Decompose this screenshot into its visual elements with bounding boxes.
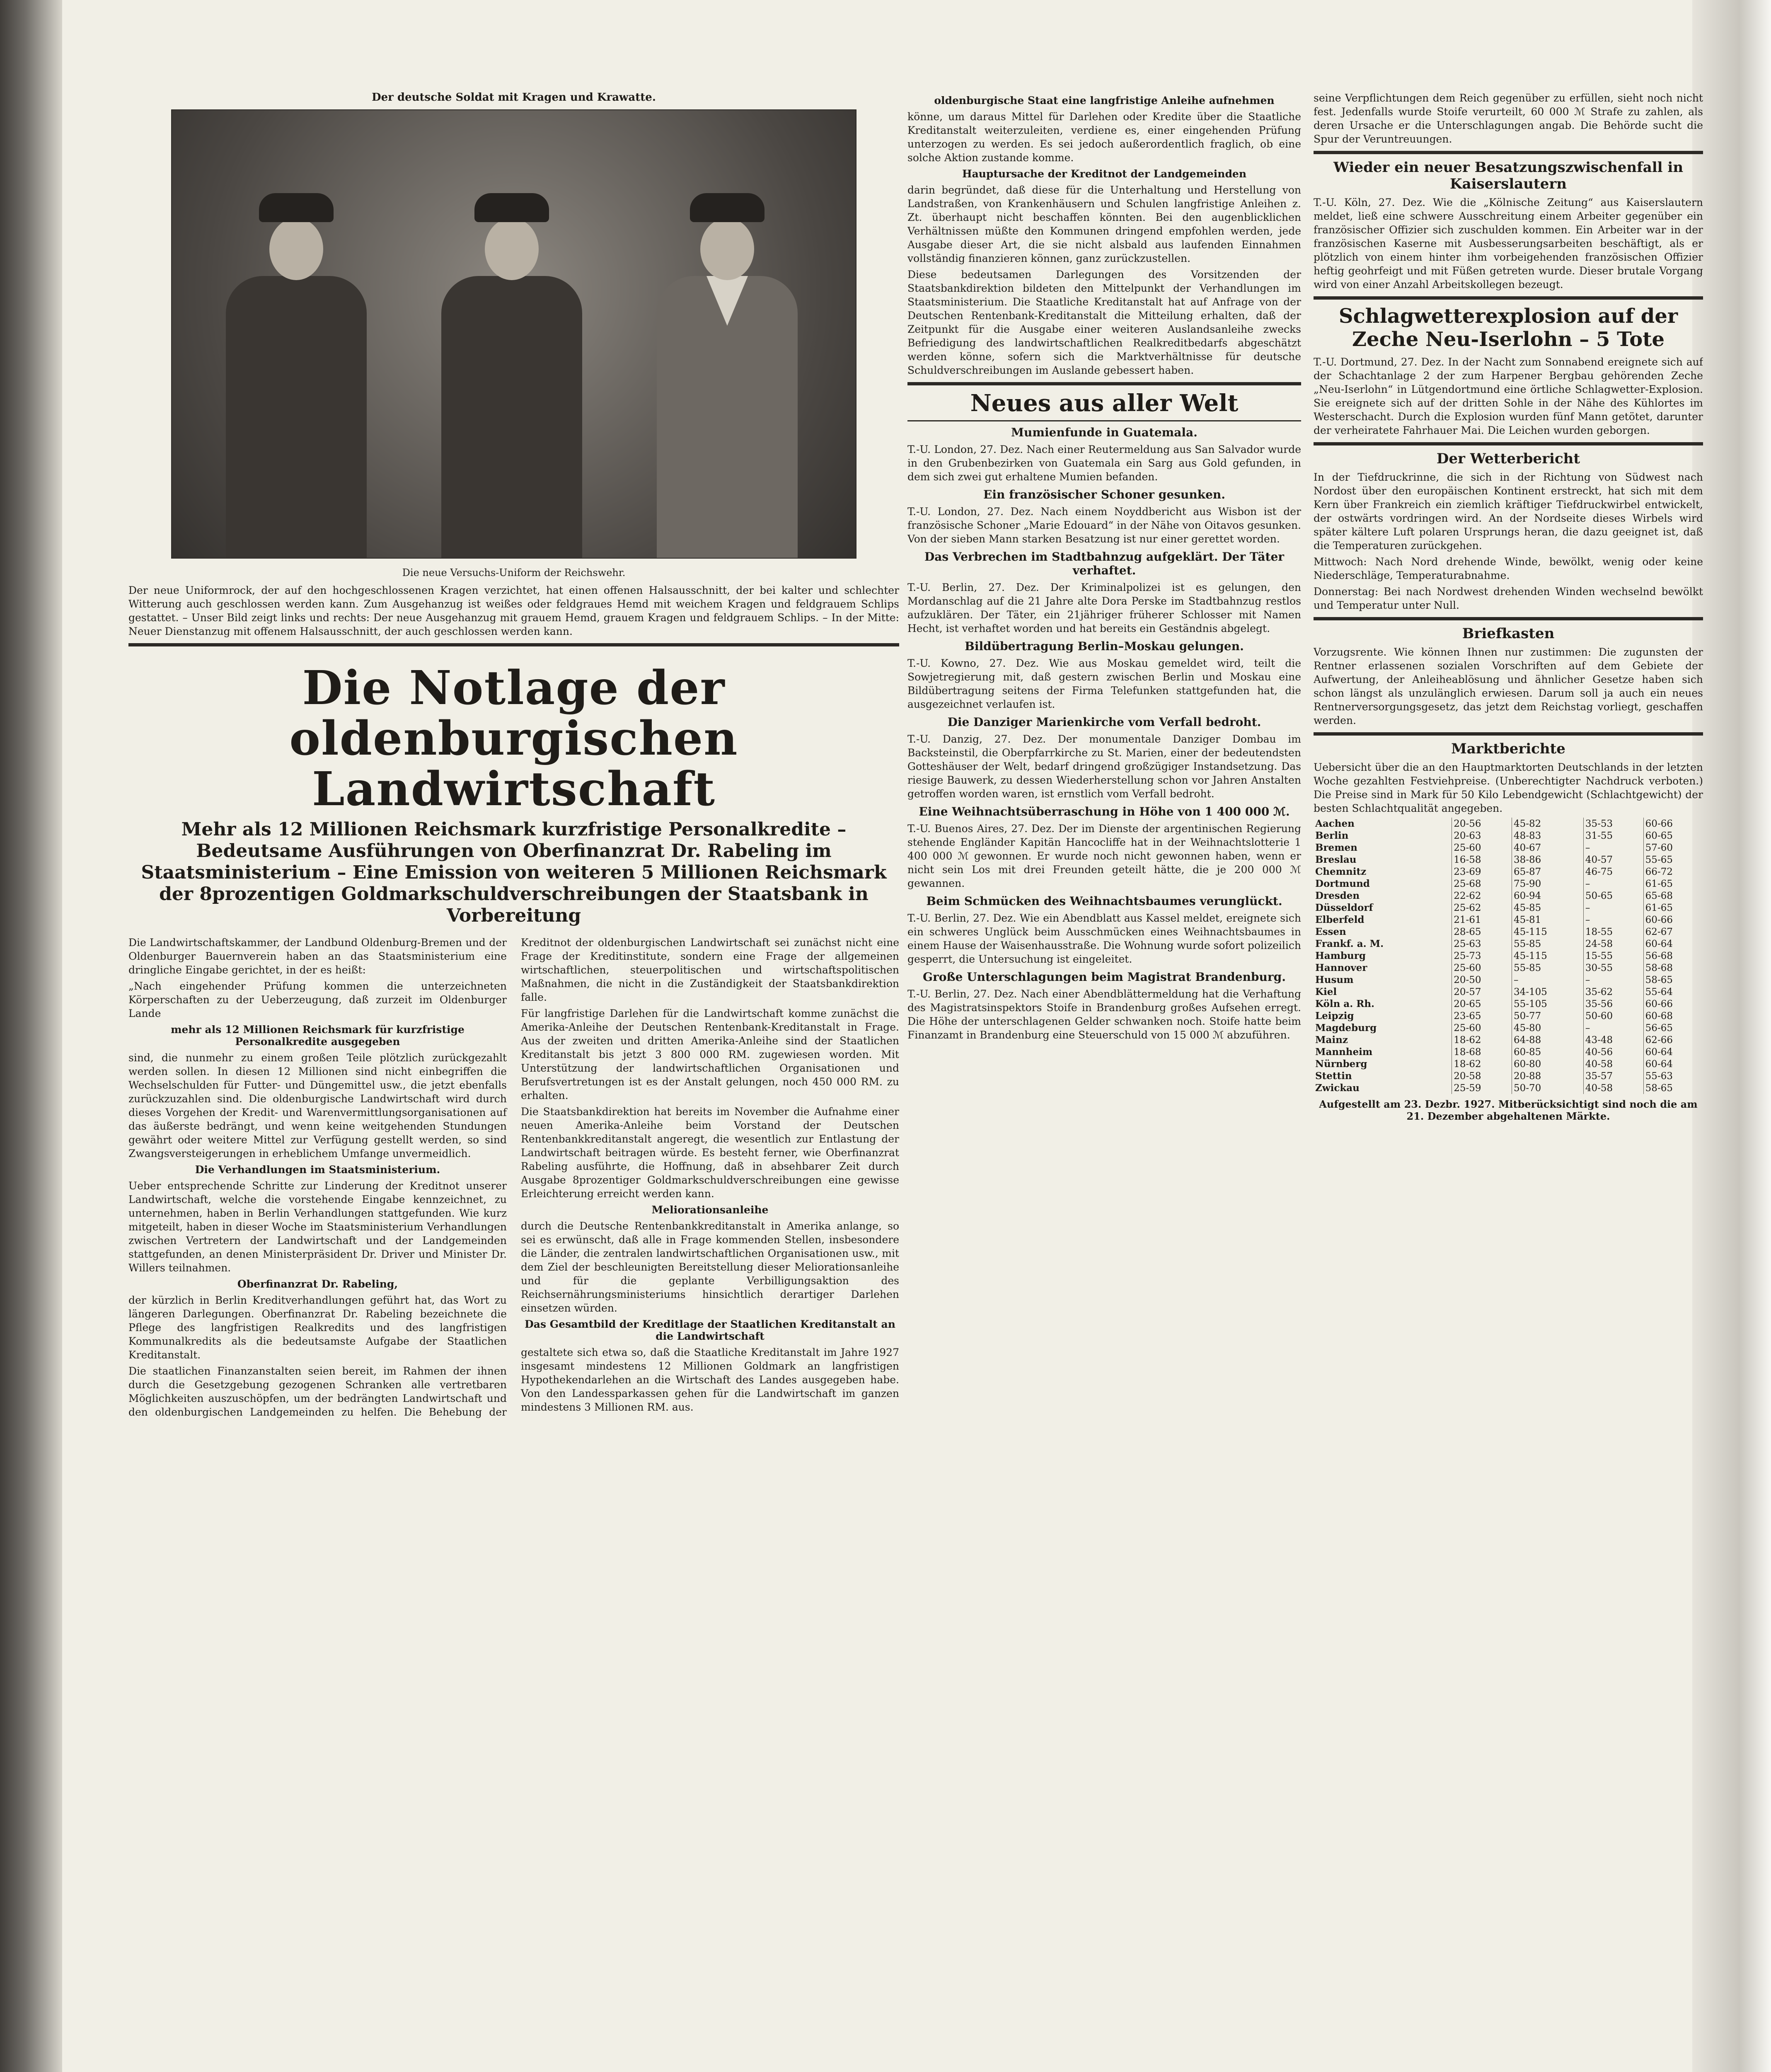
news-item-heading: Eine Weihnachtsüberraschung in Höhe von 1 400 000 ℳ. [919,805,1290,818]
news-item-heading: Große Unterschlagungen beim Magistrat Brandenburg. [923,970,1286,984]
article-paragraph: Für langfristige Darlehen für die Landwirtschaft komme zunächst die Amerika-Anleihe der Deutschen Rentenbank-Kreditanstalt in Frage. Aus der zweiten und dritten Amerika-Anleihe sind der Staatlichen Kreditanstalt bis jetzt 3 800 000 RM. zugewiesen worden. Mit Unterstützung der landwirtschaftlichen Organisationen und Berufsvertretungen ist es der Anstalt gelungen, noch 450 000 RM. zu erhalten. [521,1007,899,1101]
market-price: 61-65 [1643,878,1703,890]
news-item-heading: Mumienfunde in Guatemala. [1011,426,1198,439]
market-price: 45-85 [1512,902,1583,914]
market-price: 61-65 [1643,902,1703,914]
market-price: 28-65 [1452,926,1512,938]
market-price: 23-69 [1452,866,1512,878]
news-item-text: T.-U. London, 27. Dez. Nach einem Noyddbericht aus Wisbon ist der französische Schoner „Marie Edouard“ in der Nähe von Oitavos gesunken. Von der sieben Mann starken Besatzung ist nur einer gerettet worden. [907,506,1301,545]
table-row [1314,926,1703,938]
news-text: T.-U. Köln, 27. Dez. Wie die „Kölnische Zeitung“ aus Kaiserslautern meldet, ließ eine schwere Ausschreitung einem Arbeiter gegenüber ein französischer Offizier sich zuschulden kommen. Ein Arbeiter war in der französischen Kaserne mit Ausbesserungsarbeiten beschäftigt, als er plötzlich von einem hinter ihm vorbeigehenden französischen Offizier heftig geohrfeigt und mit Füßen getreten wurde. Dieser brutale Vorgang wird von einer Anzahl Arbeitskollegen bezeugt. [1314,196,1703,290]
news-title-explosion: Schlagwetterexplosion auf der Zeche Neu-Iserlohn – 5 Tote [1338,305,1678,351]
article-paragraph: Die Staatsbankdirektion hat bereits im November die Aufnahme einer neuen Amerika-Anleihe beim Vorstand der Deutschen Rentenbankkreditanstalt angeregt, die wesentlich zur Entlastung der Landwirtschaft beitragen würde. Es besteht ferner, wie Oberfinanzrat Rabeling ausführte, die Hoffnung, daß in absehbarer Zeit durch Ausgabe 8prozentiger Goldmarkschuldverschreibungen eine gewisse Erleichterung erreicht werden kann. [521,1106,899,1200]
article-paragraph: Die staatlichen Finanzanstalten seien bereit, im Rahmen der ihnen durch die Gesetzgebung gezogenen Schranken alle vertretbaren Möglichkeiten auszuschöpfen, um der bedrängten Landwirtschaft und den oldenburgischen Landgemeinden zu helfen. Die Behebung der Kreditnot der oldenburgischen Landwirtschaft sei zunächst nicht eine Frage der Kreditinstitute, sondern eine Frage der allgemeinen wirtschaftlichen, steuerpolitischen und wirtschaftspolitischen Maßnahmen, die nicht in die Zuständigkeit der Staatsbankdirektion falle. [128,937,899,1418]
divider [907,420,1301,421]
article-emphasis: mehr als 12 Millionen Reichsmark für kurzfristige Personalkredite ausgegeben [171,1024,465,1048]
soldier-figure [653,193,802,558]
news-item-text: T.-U. Berlin, 27. Dez. Wie ein Abendblatt aus Kassel meldet, ereignete sich ein schweres Unglück beim Ausschmücken eines Weihnachtsbaumes in einem Hause der Waisenhausstraße. Die Wohnung wurde sofort polizeilich gesperrt, die Untersuchung ist eingeleitet. [907,912,1301,965]
table-row [1314,1058,1703,1070]
table-row [1314,818,1703,830]
divider [128,643,899,646]
article-paragraph: könne, um daraus Mittel für Darlehen oder Kredite über die Staatliche Kreditanstalt weiterzuleiten, verdiene es, einer eingehenden Prüfung unterzogen zu werden. Es sei jedoch außerordentlich fraglich, ob eine solche Aktion zustande komme. [907,111,1301,164]
market-city: Hamburg [1315,950,1366,961]
soldier-figure [437,193,586,558]
middle-column [907,91,1301,1044]
market-price: 18-62 [1452,1034,1512,1046]
market-price: 55-65 [1643,854,1703,866]
market-city: Hannover [1315,962,1367,973]
weather-title: Der Wetterbericht [1436,450,1580,467]
table-row [1314,938,1703,950]
market-price: 18-68 [1452,1046,1512,1058]
market-price: 60-66 [1643,914,1703,926]
table-row [1314,986,1703,998]
market-price: 60-66 [1643,818,1703,830]
market-price: 34-105 [1512,986,1583,998]
market-price: 56-68 [1643,950,1703,962]
market-price: 43-48 [1583,1034,1643,1046]
market-price: 18-62 [1452,1058,1512,1070]
market-price: 30-55 [1583,962,1643,974]
market-price: 58-65 [1643,974,1703,986]
page-edge [1692,0,1771,2072]
table-row [1314,962,1703,974]
market-city: Köln a. Rh. [1315,998,1375,1009]
market-price: 55-85 [1512,962,1583,974]
market-price: 56-65 [1643,1022,1703,1034]
market-price: 50-77 [1512,1010,1583,1022]
article-paragraph: „Nach eingehender Prüfung kommen die unterzeichneten Körperschaften zu der Ueberzeugung, daß zurzeit im Oldenburger Lande [128,980,507,1019]
binding-gutter [0,0,62,2072]
market-price: – [1583,878,1643,890]
table-row [1314,1034,1703,1046]
market-price: 60-66 [1643,998,1703,1010]
soldier-figure [222,193,371,558]
market-price: 25-60 [1452,842,1512,854]
news-title-kaiserslautern: Wieder ein neuer Besatzungszwischenfall in Kaiserslautern [1333,159,1684,192]
market-price: 20-63 [1452,830,1512,842]
market-price: 58-65 [1643,1082,1703,1094]
market-price: 66-72 [1643,866,1703,878]
letters-text: Vorzugsrente. Wie können Ihnen nur zustimmen: Die zugunsten der Rentner erlassenen sozialen Vorschriften auf dem Gebiete der Aufwertung, der Anleiheablösung und ähnlicher Gesetze haben sich schon längst als unzulänglich erwiesen. Darum soll ja auch ein neues Rentnerversorgungsgesetz, das jetzt dem Reichstag vorliegt, geschaffen werden. [1314,646,1703,726]
market-city: Aachen [1315,818,1355,829]
divider [1314,442,1703,445]
table-row [1314,878,1703,890]
market-city: Mainz [1315,1034,1348,1046]
market-price: 40-56 [1583,1046,1643,1058]
divider [907,382,1301,385]
market-price: 55-64 [1643,986,1703,998]
divider [1314,732,1703,736]
news-item-heading: Bildübertragung Berlin–Moskau gelungen. [965,639,1244,653]
market-city: Zwickau [1315,1082,1360,1094]
article-subhead: Mehr als 12 Millionen Reichsmark kurzfristige Personalkredite – Bedeutsame Ausführungen von Oberfinanzrat Dr. Rabeling im Staatsministerium – Eine Emission von weiteren 5 Millionen Reichsmark der 8prozentigen Goldmarkschuldverschreibungen der Staatsbank in Vorbereitung [141,819,887,926]
market-price: 60-85 [1512,1046,1583,1058]
article-paragraph: durch die Deutsche Rentenbankkreditanstalt in Amerika anlange, so sei es erwünscht, daß alle in Frage kommenden Stellen, insbesondere die Länder, die zentralen landwirtschaftlichen Organisationen usw., mit dem Ziel der beschleunigten Bereitstellung dieser Meliorationsanleihe und für die geplante Verbilligungsaktion des Reichsernährungsministeriums hinsichtlich derartiger Darlehen einsetzen würden. [521,1220,899,1314]
table-row [1314,854,1703,866]
market-intro: Uebersicht über die an den Hauptmarktorten Deutschlands in der letzten Woche gezahlten Festviehpreise. (Unberechtigter Nachdruck verboten.) Die Preise sind in Mark für 50 Kilo Lebendgewicht (Schlachtgewicht) der besten Schlachtqualität angegeben. [1314,761,1703,814]
news-item-heading: Die Danziger Marienkirche vom Verfall bedroht. [947,715,1261,729]
photo-description: Der neue Uniformrock, der auf den hochgeschlossenen Kragen verzichtet, hat einen offenen Halsausschnitt, der bei kalter und schlechter Witterung auch geschlossen werden kann. Zum Ausgehanzug ist weißes oder feldgraues Hemd mit weichem Kragen und feldgrauem Schlips gestattet. – Unser Bild zeigt links und rechts: Der neue Ausgehanzug mit grauem Hemd, grauem Kragen und feldgrauem Schlips. – In der Mitte: Neuer Dienstanzug mit offenem Halsausschnitt, der auch geschlossen werden kann. [128,584,899,637]
market-price: 24-58 [1583,938,1643,950]
table-row [1314,1070,1703,1082]
market-city: Elberfeld [1315,914,1365,925]
market-price: 62-66 [1643,1034,1703,1046]
market-price: 23-65 [1452,1010,1512,1022]
market-price: – [1583,842,1643,854]
divider [1314,296,1703,300]
market-price: 58-68 [1643,962,1703,974]
market-footnote: Aufgestellt am 23. Dezbr. 1927. Mitberücksichtigt sind noch die am 21. Dezember abgehaltenen Märkte. [1319,1098,1698,1122]
market-price: 20-50 [1452,974,1512,986]
market-price: 15-55 [1583,950,1643,962]
table-row [1314,1046,1703,1058]
news-item-text: T.-U. Berlin, 27. Dez. Nach einer Abendblättermeldung hat die Verhaftung des Magistratsinspektors Stoife in Brandenburg großes Aufsehen erregt. Die Höhe der unterschlagenen Gelder schwanken noch. Stoife hatte beim Finanzamt in Brandenburg eine Steuerschuld von 15 000 ℳ abzuführen. [907,988,1301,1041]
article-paragraph: seine Verpflichtungen dem Reich gegenüber zu erfüllen, sieht noch nicht fest. Jedenfalls wurde Stoife verurteilt, 60 000 ℳ Strafe zu zahlen, als deren Ursache er die Unterschlagungen angab. Die Behörde sucht die Spur der Veruntreuungen. [1314,92,1703,145]
news-item-text: T.-U. London, 27. Dez. Nach einer Reutermeldung aus San Salvador wurde in den Grubenbezirken von Guatemala ein Sarg aus Gold gefunden, in dem sich zwei gut erhaltene Mumien befanden. [907,443,1301,483]
market-price: 60-65 [1643,830,1703,842]
news-item-heading: Ein französischer Schoner gesunken. [983,488,1225,501]
market-price: 35-56 [1583,998,1643,1010]
article-paragraph: Die Landwirtschaftskammer, der Landbund Oldenburg-Bremen und der Oldenburger Bauernverein haben an das Staatsministerium eine dringliche Eingabe gerichtet, in der es heißt: [128,937,507,976]
market-city: Magdeburg [1315,1022,1377,1034]
market-price: 25-73 [1452,950,1512,962]
market-price: 45-115 [1512,950,1583,962]
market-city: Essen [1315,926,1346,937]
article-body [128,936,899,1419]
market-price: – [1512,974,1583,986]
market-price: 50-65 [1583,890,1643,902]
market-price: 31-55 [1583,830,1643,842]
section-heading: Die Verhandlungen im Staatsministerium. [195,1164,440,1176]
market-price: 75-90 [1512,878,1583,890]
market-price: 25-60 [1452,962,1512,974]
table-row [1314,1082,1703,1094]
weather-forecast: Donnerstag: Bei nach Nordwest drehenden Winden wechselnd bewölkt und Temperatur unter Null. [1314,586,1703,611]
table-row [1314,1010,1703,1022]
left-column [128,91,899,1419]
market-price: 60-64 [1643,1046,1703,1058]
market-price: 60-64 [1643,1058,1703,1070]
article-paragraph: Diese bedeutsamen Darlegungen des Vorsitzenden der Staatsbankdirektion bildeten den Mittelpunkt der Verhandlungen im Staatsministerium. Die Staatliche Kreditanstalt hat auf Anfrage von der Deutschen Rentenbank-Kreditanstalt die Mitteilung erhalten, daß der Zeitpunkt für die Ausgabe einer weiteren Auslandsanleihe zwecks Befriedigung des landwirtschaftlichen Realkreditbedarfs abgeschätzt werden könne, sofern sich die Marktverhältnisse für deutsche Schuldverschreibungen im Auslande gebessert haben. [907,269,1301,376]
market-price: 38-86 [1512,854,1583,866]
market-price: 62-67 [1643,926,1703,938]
market-price: 20-65 [1452,998,1512,1010]
market-price: – [1583,1022,1643,1034]
market-price: 50-60 [1583,1010,1643,1022]
news-item-heading: Beim Schmücken des Weihnachtsbaumes verunglückt. [926,894,1282,908]
market-price: 65-87 [1512,866,1583,878]
section-title-welt: Neues aus aller Welt [970,390,1239,417]
table-row [1314,950,1703,962]
article-paragraph: sind, die nunmehr zu einem großen Teile plötzlich zurückgezahlt werden sollen. In diesen 12 Millionen sind nicht einbegriffen die Wechselschulden für Futter- und Düngemittel usw., die jetzt ebenfalls zurückzuzahlen sind. Die oldenburgische Landwirtschaft wird durch dieses Vorgehen der Kredit- und Warenvermittlungsorganisationen auf das äußerste bedrängt, und wenn keine weitgehenden Stundungen gewährt oder weitere Mittel zur Verfügung gestellt werden, so sind Zwangsversteigerungen in erheblichem Umfange unvermeidlich. [128,1052,507,1159]
market-price: 40-58 [1583,1082,1643,1094]
market-price: 40-58 [1583,1058,1643,1070]
market-price: 40-67 [1512,842,1583,854]
table-row [1314,890,1703,902]
table-row [1314,830,1703,842]
market-price: 20-57 [1452,986,1512,998]
market-price: 64-88 [1512,1034,1583,1046]
market-city: Frankf. a. M. [1315,938,1384,949]
article-paragraph: gestaltete sich etwa so, daß die Staatliche Kreditanstalt im Jahre 1927 insgesamt mindestens 12 Millionen Goldmark an langfristigen Hypothekendarlehen an die Wirtschaft des Landes ausgegeben habe. Von den Landessparkassen gehen für die Landwirtschaft im ganzen mindestens 3 Millionen RM. aus. [521,1346,899,1413]
market-city: Leipzig [1315,1010,1354,1021]
weather-forecast: Mittwoch: Nach Nord drehende Winde, bewölkt, wenig oder keine Niederschläge, Temperaturabnahme. [1314,556,1703,581]
photo-caption-top: Der deutsche Soldat mit Kragen und Krawatte. [372,91,656,104]
news-item-text: T.-U. Kowno, 27. Dez. Wie aus Moskau gemeldet wird, teilt die Sowjetregierung mit, daß gestern zwischen Berlin und Moskau eine Bildübertragung seitens der Firma Telefunken stattgefunden hat, die ausgezeichnet verlaufen ist. [907,657,1301,710]
market-city: Mannheim [1315,1046,1373,1058]
market-city: Bremen [1315,842,1357,853]
right-column [1314,91,1703,1122]
article-headline: Die Notlage der oldenburgischen Landwirtschaft [289,661,738,816]
market-price: 65-68 [1643,890,1703,902]
market-price: 45-82 [1512,818,1583,830]
market-price: 20-56 [1452,818,1512,830]
market-price: – [1583,974,1643,986]
divider [1314,151,1703,154]
photo-caption-bottom: Die neue Versuchs-Uniform der Reichswehr. [402,567,626,579]
market-price: 60-80 [1512,1058,1583,1070]
section-heading: Hauptursache der Kreditnot der Landgemeinden [962,168,1247,180]
section-heading: Meliorationsanleihe [651,1204,769,1216]
section-heading: oldenburgische Staat eine langfristige Anleihe aufnehmen [934,94,1275,107]
market-price: 16-58 [1452,854,1512,866]
market-price: 35-53 [1583,818,1643,830]
market-price: 60-68 [1643,1010,1703,1022]
news-item-text: T.-U. Berlin, 27. Dez. Der Kriminalpolizei ist es gelungen, den Mordanschlag auf die 21 Jahre alte Dora Perske im Stadtbahnzug restlos aufzuklären. Der Täter, ein 21jähriger früherer Schlosser mit Namen Hecht, ist verhaftet worden und hat bereits ein Geständnis abgelegt. [907,581,1301,634]
market-price: 55-63 [1643,1070,1703,1082]
news-item-text: T.-U. Danzig, 27. Dez. Der monumentale Danziger Dombau im Backsteinstil, die Oberpfarrkirche zu St. Marien, einer der bedeutendsten Gotteshäuser der Welt, bedarf dringend großzügiger Instandsetzung. Das riesige Bauwerk, zu dessen Wiederherstellung schon vor Jahren Anstalten getroffen worden waren, ist ernstlich vom Verfall bedroht. [907,733,1301,800]
table-row [1314,914,1703,926]
table-row [1314,1022,1703,1034]
market-price: 57-60 [1643,842,1703,854]
market-price: 50-70 [1512,1082,1583,1094]
market-price: 60-64 [1643,938,1703,950]
market-city: Breslau [1315,854,1357,865]
market-price: 55-85 [1512,938,1583,950]
market-title: Marktberichte [1451,741,1565,757]
market-price: 20-58 [1452,1070,1512,1082]
market-price: 55-105 [1512,998,1583,1010]
table-row [1314,974,1703,986]
market-city: Berlin [1315,830,1349,841]
market-city: Chemnitz [1315,866,1367,877]
market-city: Husum [1315,974,1354,985]
market-city: Dortmund [1315,878,1370,889]
market-price: 25-59 [1452,1082,1512,1094]
market-price: 21-61 [1452,914,1512,926]
soldier-photo [171,109,856,559]
market-price: 35-57 [1583,1070,1643,1082]
market-city: Nürnberg [1315,1058,1367,1070]
table-row [1314,842,1703,854]
market-price: 25-68 [1452,878,1512,890]
market-price: – [1583,902,1643,914]
market-price: 25-63 [1452,938,1512,950]
divider [1314,617,1703,620]
market-price: 25-60 [1452,1022,1512,1034]
market-price: 18-55 [1583,926,1643,938]
article-paragraph: der kürzlich in Berlin Kreditverhandlungen geführt hat, das Wort zu längeren Darlegungen. Oberfinanzrat Dr. Rabeling bezeichnete die Pflege des langfristigen Realkredits und des langfristigen Kommunalkredits als die bedeutsamste Aufgabe der Staatlichen Kreditanstalt. [128,1294,507,1361]
market-price: 45-80 [1512,1022,1583,1034]
letters-title: Briefkasten [1462,625,1555,642]
table-row [1314,902,1703,914]
article-paragraph: Ueber entsprechende Schritte zur Linderung der Kreditnot unserer Landwirtschaft, welche die vorstehende Eingabe kennzeichnet, zu unternehmen, haben in Berlin Verhandlungen stattgefunden. Wie kurz mitgeteilt, haben in dieser Woche im Staatsministerium Verhandlungen zwischen Vertretern der Landwirtschaft und der Landgemeinden stattgefunden, an denen Ministerpräsident Dr. Driver und Minister Dr. Willers teilnahmen. [128,1180,507,1274]
market-price: 46-75 [1583,866,1643,878]
news-item-heading: Das Verbrechen im Stadtbahnzug aufgeklärt. Der Täter verhaftet. [924,550,1285,577]
market-city: Dresden [1315,890,1360,901]
market-price: 45-81 [1512,914,1583,926]
market-city: Düsseldorf [1315,902,1373,913]
news-item-text: T.-U. Buenos Aires, 27. Dez. Der im Dienste der argentinischen Regierung stehende Engländer Kapitän Hancocliffe hat in der Weihnachtslotterie 1 400 000 ℳ gewonnen. Er wurde noch nicht gewonnen haben, wenn er nicht sein Los mit drei Freunden geteilt hätte, die je 200 000 ℳ gewannen. [907,823,1301,889]
market-price: 22-62 [1452,890,1512,902]
market-price: 45-115 [1512,926,1583,938]
news-text: T.-U. Dortmund, 27. Dez. In der Nacht zum Sonnabend ereignete sich auf der Schachtanlage 2 der zum Harpener Bergbau gehörenden Zeche „Neu-Iserlohn“ in Lütgendortmund eine örtliche Schlagwetter-Explosion. Sie ereignete sich auf der dritten Sohle in der Nähe des Kühlortes im Westerschacht. Durch die Explosion wurden fünf Mann getötet, darunter der verheiratete Fahrhauer Mai. Die Leichen wurden geborgen. [1314,356,1703,436]
market-price: 40-57 [1583,854,1643,866]
article-paragraph: darin begründet, daß diese für die Unterhaltung und Herstellung von Landstraßen, von Krankenhäusern und Schulen langfristige Anleihen z. Zt. überhaupt nicht beschaffen könnten. Bei den augenblicklichen Verhältnissen müßte den Kommunen dringend empfohlen werden, jede Ausgabe dieser Art, die sie nicht alsbald aus laufenden Einnahmen vollständig finanzieren können, ganz zurückzustellen. [907,184,1301,264]
table-row [1314,998,1703,1010]
weather-text: In der Tiefdruckrinne, die sich in der Richtung von Südwest nach Nordost über den europäischen Kontinent erstreckt, hat sich mit dem Kern über Frankreich ein ziemlich kräftiger Tiefdruckwirbel entwickelt, der ostwärts vordringen wird. An der Nordseite dieses Wirbels wird später kältere Luft polaren Ursprungs heran, die dazu geeignet ist, daß die Temperaturen zurückgehen. [1314,471,1703,552]
market-city: Stettin [1315,1070,1352,1082]
table-row [1314,866,1703,878]
market-price: 35-62 [1583,986,1643,998]
section-heading: Oberfinanzrat Dr. Rabeling, [237,1278,398,1290]
newspaper-page [62,0,1703,2072]
market-price: – [1583,914,1643,926]
market-price: 25-62 [1452,902,1512,914]
market-price: 48-83 [1512,830,1583,842]
market-price: 20-88 [1512,1070,1583,1082]
market-table [1314,818,1703,1094]
market-price: 60-94 [1512,890,1583,902]
market-city: Kiel [1315,986,1337,997]
section-heading: Das Gesamtbild der Kreditlage der Staatlichen Kreditanstalt an die Landwirtschaft [525,1318,895,1342]
